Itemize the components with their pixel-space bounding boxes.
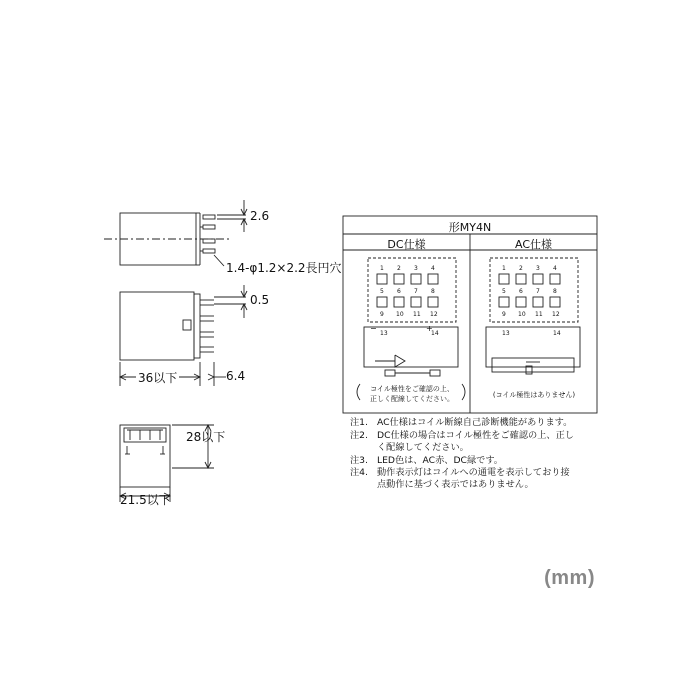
dc-coil-13: 13 <box>380 330 388 337</box>
dc-contact-5: 5 <box>380 288 384 295</box>
note-3-label: 注3. <box>350 455 368 466</box>
note-3 <box>350 455 503 467</box>
dc-polarity-note-line1: コイル極性をご確認の上、 <box>370 385 454 393</box>
dim-hole-note: 1.4-φ1.2×2.2長円穴 <box>226 261 342 275</box>
dim-pin-length: 6.4 <box>226 369 246 383</box>
dc-contact-10: 10 <box>396 311 404 318</box>
note-4-cont-text: 点動作に基づく表示ではありません。 <box>377 479 534 490</box>
dc-coil-14: 14 <box>431 330 439 337</box>
col-header-ac: AC仕様 <box>514 238 552 251</box>
note-2-label: 注2. <box>350 430 368 441</box>
dc-contact-2: 2 <box>397 265 401 272</box>
dc-contact-6: 6 <box>397 288 401 295</box>
note-4-label: 注4. <box>350 467 368 478</box>
ac-contacts <box>499 274 560 307</box>
col-header-dc: DC仕様 <box>387 238 426 251</box>
unit-label: (mm) <box>544 567 595 589</box>
dim-height: 28以下 <box>186 430 226 444</box>
dc-polarity-note <box>364 384 460 404</box>
ac-contact-5: 5 <box>502 288 506 295</box>
note-2-text: DC仕様の場合はコイル極性をご確認の上、正し <box>377 430 574 441</box>
ac-contact-3: 3 <box>536 265 540 272</box>
dc-contacts <box>377 274 438 307</box>
dc-plus-sign: + <box>426 324 433 333</box>
ac-polarity-note: (コイル極性はありません) <box>492 391 576 399</box>
dc-contact-9: 9 <box>380 311 384 318</box>
ac-contact-6: 6 <box>519 288 523 295</box>
ac-contact-8: 8 <box>553 288 557 295</box>
ac-contact-2: 2 <box>519 265 523 272</box>
ac-coil-13: 13 <box>502 330 510 337</box>
table-title: 形MY4N <box>448 221 492 234</box>
dc-polarity-note-line2: 正しく配線してください。 <box>370 395 454 403</box>
ac-contact-11: 11 <box>535 311 543 318</box>
dc-contact-11: 11 <box>413 311 421 318</box>
ac-contact-1: 1 <box>502 265 506 272</box>
dc-contact-7: 7 <box>414 288 418 295</box>
note-4-text: 動作表示灯はコイルへの通電を表示しており接 <box>377 467 570 478</box>
dim-width: 21.5以下 <box>120 493 171 507</box>
note-2 <box>350 430 574 442</box>
note-1-text: AC仕様はコイル断線自己診断機能があります。 <box>377 417 573 428</box>
dim-pin-thickness: 0.5 <box>250 293 270 307</box>
note-1 <box>350 417 572 429</box>
ac-contact-12: 12 <box>552 311 560 318</box>
note-1-label: 注1. <box>350 417 368 428</box>
ac-contact-4: 4 <box>553 265 557 272</box>
ac-contact-7: 7 <box>536 288 540 295</box>
ac-coil-14: 14 <box>553 330 561 337</box>
dim-pin-pitch: 2.6 <box>250 209 270 223</box>
ac-wiring-diagram <box>486 258 580 374</box>
dc-minus-sign: − <box>370 324 377 333</box>
note-4-cont <box>350 479 534 491</box>
dc-contact-3: 3 <box>414 265 418 272</box>
dc-contact-12: 12 <box>430 311 438 318</box>
ac-contact-9: 9 <box>502 311 506 318</box>
dim-body-length: 36以下 <box>138 371 178 385</box>
dc-contact-8: 8 <box>431 288 435 295</box>
dc-contact-4: 4 <box>431 265 435 272</box>
ac-contact-10: 10 <box>518 311 526 318</box>
note-2-cont <box>350 442 469 454</box>
note-2-cont-text: く配線してください。 <box>377 442 469 453</box>
dc-contact-1: 1 <box>380 265 384 272</box>
note-4 <box>350 467 570 479</box>
note-3-text: LED色は、AC赤、DC緑です。 <box>377 455 503 466</box>
